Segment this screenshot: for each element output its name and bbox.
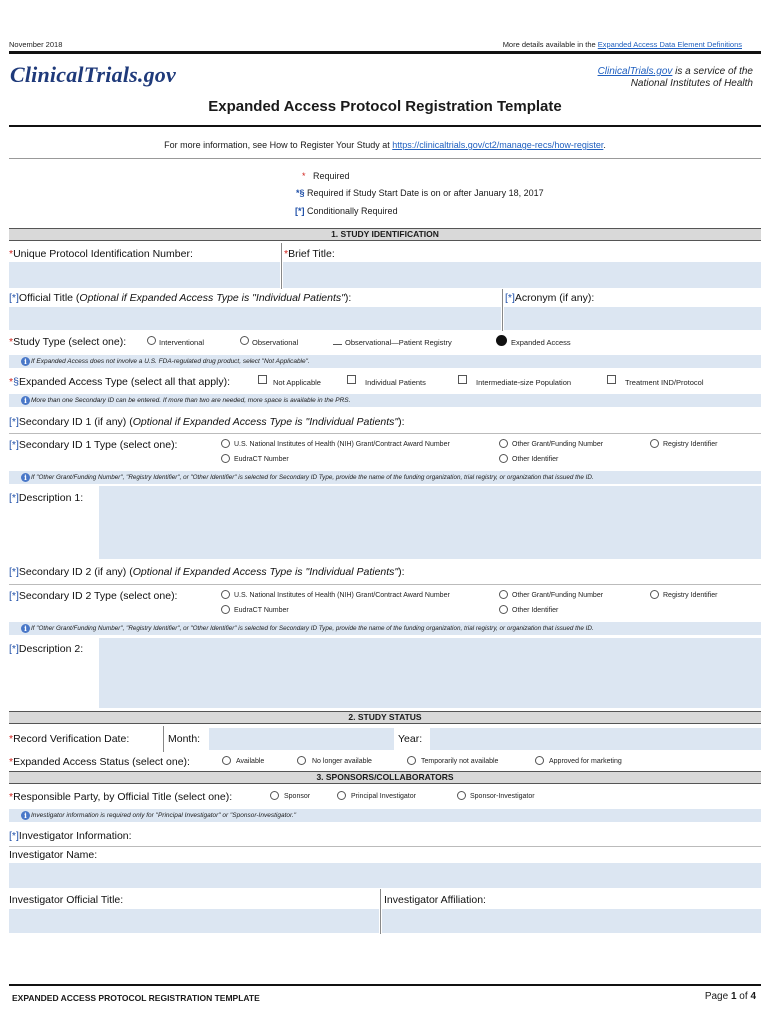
note-other-grant-1: i If "Other Grant/Funding Number", "Registry Identifier", or "Other Identifier" is selected for Secondary ID Type, provide the name of the funding organization, trial registry, or organization that issued the ID.: [9, 471, 761, 484]
brief-title-field[interactable]: [283, 262, 761, 288]
legend-conditional: [*] Conditionally Required: [295, 206, 398, 216]
sec2-type-option: U.S. National Institutes of Health (NIH) Grant/Contract Award Number: [234, 592, 450, 599]
legend-section: *§ Required if Study Start Date is on or after January 18, 2017: [296, 188, 544, 198]
sec1-type-option: U.S. National Institutes of Health (NIH) Grant/Contract Award Number: [234, 441, 450, 448]
sec2-other-grant-radio[interactable]: [499, 590, 508, 599]
note-investigator-info: i Investigator information is required only for "Principal Investigator" or "Sponsor-Investigator.": [9, 809, 761, 822]
month-label: Month:: [168, 733, 201, 745]
sec1-eudract-radio[interactable]: [221, 454, 230, 463]
note-other-grant-2: i If "Other Grant/Funding Number", "Registry Identifier", or "Other Identifier" is selected for Secondary ID Type, provide the name of the funding organization, trial registry, or organization that issued the ID.: [9, 622, 761, 635]
status-available-radio[interactable]: [222, 756, 231, 765]
investigator-name-label: Investigator Name:: [9, 849, 98, 861]
acronym-field[interactable]: [504, 307, 761, 330]
status-no-longer-radio[interactable]: [297, 756, 306, 765]
info-text: For more information, see How to Register Your Study at https://clinicaltrials.gov/ct2/manage-recs/how-register.: [164, 140, 606, 150]
note-secondary-ids: i More than one Secondary ID can be entered. If more than two are needed, more space is available in the PRS.: [9, 394, 761, 407]
ea-type-option: Treatment IND/Protocol: [625, 378, 704, 387]
sec2-type-option: Other Identifier: [512, 607, 559, 614]
more-details-text: More details available in the Expanded Access Data Element Definitions: [502, 40, 742, 49]
ea-type-option: Not Applicable: [273, 378, 321, 387]
divider: [281, 243, 282, 289]
ea-type-individual-checkbox[interactable]: [347, 375, 356, 384]
legend-required: * Required: [302, 171, 350, 181]
party-option: Sponsor-Investigator: [470, 793, 535, 800]
party-option: Sponsor: [284, 793, 311, 800]
study-type-option: Observational—Patient Registry: [345, 338, 452, 347]
sec2-type-option: Registry Identifier: [663, 592, 718, 599]
ea-type-treatment-checkbox[interactable]: [607, 375, 616, 384]
section-study-identification: 1. STUDY IDENTIFICATION: [9, 228, 761, 241]
page-number: Page 1 of 4: [704, 991, 756, 1002]
divider: [502, 289, 503, 331]
official-title-field[interactable]: [9, 307, 501, 330]
ea-type-not-applicable-checkbox[interactable]: [258, 375, 267, 384]
brief-title-label: *Brief Title:: [284, 248, 335, 260]
investigator-name-field[interactable]: [9, 863, 761, 888]
acronym-label: [*]Acronym (if any):: [505, 292, 595, 304]
data-element-definitions-link[interactable]: Expanded Access Data Element Definitions: [597, 40, 742, 49]
info-icon: i: [21, 396, 30, 405]
description-1-label: [*]Description 1:: [9, 492, 84, 504]
study-type-observational-radio[interactable]: [240, 336, 249, 345]
divider: [9, 584, 761, 585]
sec2-eudract-radio[interactable]: [221, 605, 230, 614]
ea-type-intermediate-checkbox[interactable]: [458, 375, 467, 384]
clinicaltrials-logo: ClinicalTrials.gov: [10, 62, 176, 87]
description-1-field[interactable]: [99, 486, 761, 559]
service-statement: ClinicalTrials.gov is a service of the National Institutes of Health: [597, 66, 753, 89]
secondary-id-1-type-label: [*]Secondary ID 1 Type (select one):: [9, 439, 178, 451]
study-type-interventional-radio[interactable]: [147, 336, 156, 345]
study-type-expanded-access-radio[interactable]: [496, 335, 507, 346]
responsible-party-label: *Responsible Party, by Official Title (select one):: [9, 791, 233, 803]
divider: [9, 433, 761, 434]
investigator-affiliation-field[interactable]: [382, 909, 761, 933]
footer-rule: [9, 984, 761, 986]
sec2-nih-radio[interactable]: [221, 590, 230, 599]
divider: [163, 726, 164, 752]
unique-id-field[interactable]: [9, 262, 280, 288]
info-divider: [9, 158, 761, 159]
study-type-option: Expanded Access: [511, 338, 571, 347]
sec2-type-option: Other Grant/Funding Number: [512, 592, 604, 599]
how-to-register-link[interactable]: https://clinicaltrials.gov/ct2/manage-recs/how-register: [392, 140, 604, 150]
month-field[interactable]: [209, 728, 394, 750]
investigator-affiliation-label: Investigator Affiliation:: [384, 894, 486, 906]
info-icon: i: [21, 357, 30, 366]
sec1-type-option: Other Grant/Funding Number: [512, 441, 604, 448]
sec2-type-option: EudraCT Number: [234, 607, 289, 614]
section-study-status: 2. STUDY STATUS: [9, 711, 761, 724]
sec1-type-option: EudraCT Number: [234, 456, 289, 463]
secondary-id-2-type-label: [*]Secondary ID 2 Type (select one):: [9, 590, 178, 602]
investigator-title-label: Investigator Official Title:: [9, 894, 124, 906]
investigator-info-label: [*]Investigator Information:: [9, 830, 132, 842]
description-2-field[interactable]: [99, 638, 761, 708]
ea-type-label: *§Expanded Access Type (select all that apply):: [9, 376, 231, 388]
party-sponsor-radio[interactable]: [270, 791, 279, 800]
registry-checkbox-line[interactable]: [333, 344, 342, 345]
party-option: Principal Investigator: [351, 793, 416, 800]
secondary-id-1-label: [*]Secondary ID 1 (if any) (Optional if Expanded Access Type is "Individual Patients"):: [9, 416, 405, 428]
sec1-type-option: Other Identifier: [512, 456, 559, 463]
unique-id-label: *Unique Protocol Identification Number:: [9, 248, 193, 260]
ea-type-option: Intermediate-size Population: [476, 378, 572, 387]
sec2-registry-radio[interactable]: [650, 590, 659, 599]
sec1-nih-radio[interactable]: [221, 439, 230, 448]
info-icon: i: [21, 473, 30, 482]
sec1-other-grant-radio[interactable]: [499, 439, 508, 448]
year-label: Year:: [398, 733, 423, 745]
description-2-label: [*]Description 2:: [9, 643, 84, 655]
status-approved-radio[interactable]: [535, 756, 544, 765]
investigator-title-field[interactable]: [9, 909, 379, 933]
service-link[interactable]: ClinicalTrials.gov: [597, 66, 673, 77]
sec1-registry-radio[interactable]: [650, 439, 659, 448]
party-sponsor-investigator-radio[interactable]: [457, 791, 466, 800]
title-rule: [9, 125, 761, 127]
section-sponsors: 3. SPONSORS/COLLABORATORS: [9, 771, 761, 784]
footer-title: EXPANDED ACCESS PROTOCOL REGISTRATION TEMPLATE: [12, 993, 260, 1003]
record-verification-label: *Record Verification Date:: [9, 733, 130, 745]
sec1-type-option: Registry Identifier: [663, 441, 718, 448]
status-temporarily-radio[interactable]: [407, 756, 416, 765]
divider: [380, 889, 381, 934]
sec2-other-id-radio[interactable]: [499, 605, 508, 614]
year-field[interactable]: [430, 728, 761, 750]
secondary-id-2-label: [*]Secondary ID 2 (if any) (Optional if Expanded Access Type is "Individual Patients"):: [9, 566, 405, 578]
ea-type-option: Individual Patients: [365, 378, 426, 387]
official-title-label: [*]Official Title (Optional if Expanded Access Type is "Individual Patients"):: [9, 292, 352, 304]
ea-status-label: *Expanded Access Status (select one):: [9, 756, 190, 768]
study-type-option: Interventional: [159, 338, 205, 347]
info-icon: i: [21, 624, 30, 633]
status-option: No longer available: [312, 758, 372, 765]
document-date: November 2018: [9, 40, 63, 49]
divider: [9, 846, 761, 847]
sec1-other-id-radio[interactable]: [499, 454, 508, 463]
header-rule: [9, 51, 761, 54]
study-type-label: *Study Type (select one):: [9, 336, 127, 348]
page-title: Expanded Access Protocol Registration Template: [208, 98, 562, 115]
status-option: Approved for marketing: [549, 758, 622, 765]
party-pi-radio[interactable]: [337, 791, 346, 800]
note-not-applicable: i If Expanded Access does not involve a U.S. FDA-regulated drug product, select "Not Applicable".: [9, 355, 761, 368]
status-option: Temporarily not available: [421, 758, 499, 765]
study-type-option: Observational: [252, 338, 299, 347]
status-option: Available: [236, 758, 265, 765]
info-icon: i: [21, 811, 30, 820]
